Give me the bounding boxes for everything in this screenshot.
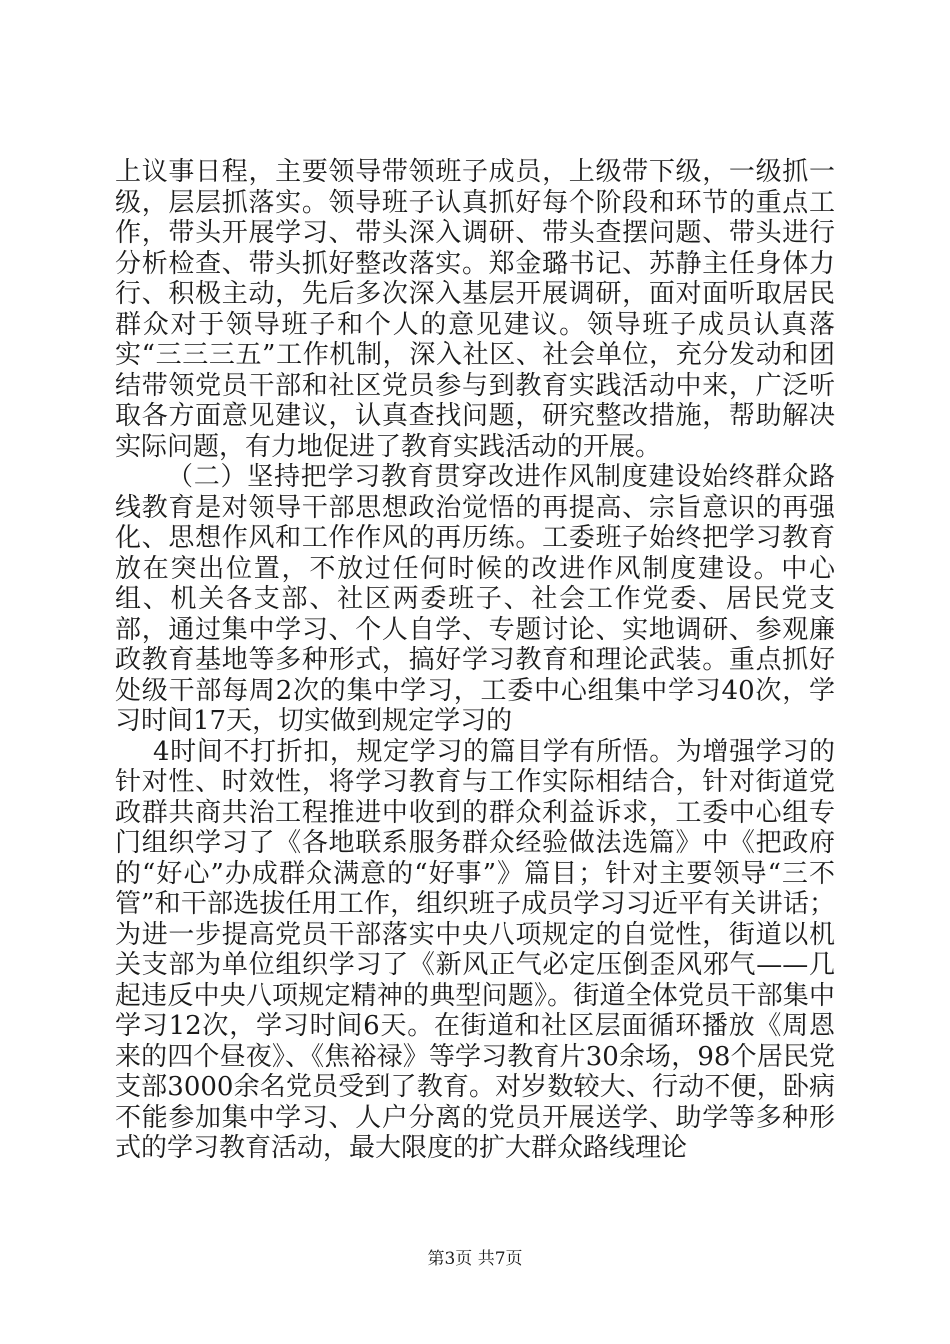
page-footer: 第3页 共7页 (427, 1249, 523, 1269)
paragraph-1: 上议事日程，主要领导带领班子成员，上级带下级，一级抓一级，层层抓落实。领导班子认真抓好每个阶段和环节的重点工作，带头开展学习、带头深入调研、带头查摆问题、带头进行分析检查、带头抓好整改落实。郑金璐书记、苏静主任身体力行、积极主动，先后多次深入基层开展调研，面对面听取居民群众对于领导班子和个人的意见建议。领导班子成员认真落实“三三三五”工作机制，深入社区、社会单位，充分发动和团结带领党员干部和社区党员参与到教育实践活动中来，广泛听取各方面意见建议，认真查找问题，研究整改措施，帮助解决实际问题，有力地促进了教育实践活动的开展。 (115, 157, 835, 462)
document-body (115, 157, 835, 1164)
paragraph-2: （二）坚持把学习教育贯穿改进作风制度建设始终群众路线教育是对领导干部思想政治觉悟的再提高、宗旨意识的再强化、思想作风和工作作风的再历练。工委班子始终把学习教育放在突出位置，不放过任何时候的改进作风制度建设。中心组、机关各支部、社区两委班子、社会工作党委、居民党支部，通过集中学习、个人自学、专题讨论、实地调研、参观廉政教育基地等多种形式，搞好学习教育和理论武装。重点抓好处级干部每周2次的集中学习，工委中心组集中学习40次，学习时间17天，切实做到规定学习的 (115, 462, 835, 736)
paragraph-3: 4时间不打折扣，规定学习的篇目学有所悟。为增强学习的针对性、时效性，将学习教育与工作实际相结合，针对街道党政群共商共治工程推进中收到的群众利益诉求，工委中心组专门组织学习了《各地联系服务群众经验做法选篇》中《把政府的“好心”办成群众满意的“好事”》篇目；针对主要领导“三不管”和干部选拔任用工作，组织班子成员学习习近平有关讲话；为进一步提高党员干部落实中央八项规定的自觉性，街道以机关支部为单位组织学习了《新风正气必定压倒歪风邪气——几起违反中央八项规定精神的典型问题》。街道全体党员干部集中学习12次，学习时间6天。在街道和社区层面循环播放《周恩来的四个昼夜》、《焦裕禄》等学习教育片30余场，98个居民党支部3000余名党员受到了教育。对岁数较大、行动不便，卧病不能参加集中学习、人户分离的党员开展送学、助学等多种形式的学习教育活动，最大限度的扩大群众路线理论 (115, 736, 835, 1163)
